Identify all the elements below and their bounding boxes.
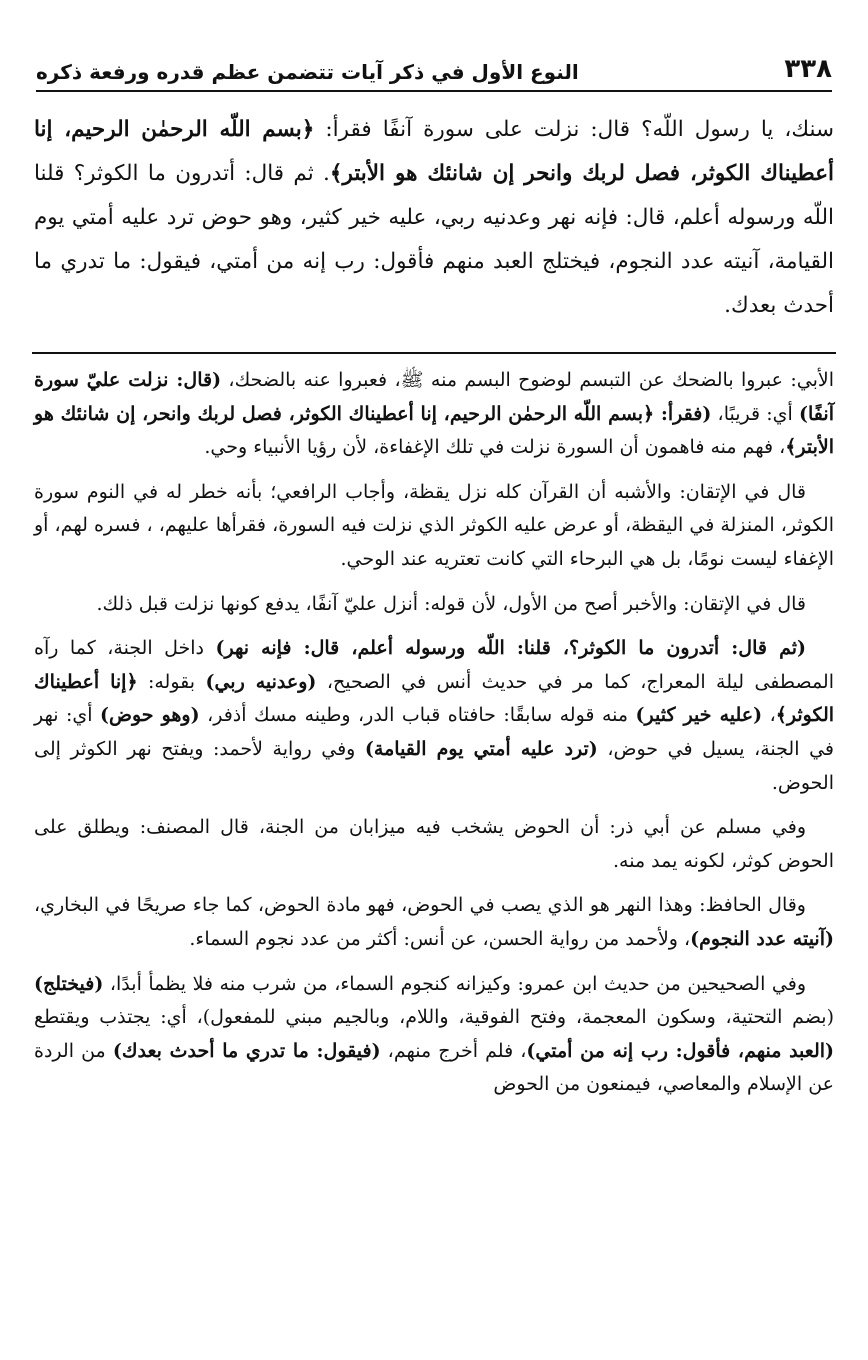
quoted-matn: (آنيته عدد النجوم) [690, 927, 834, 950]
commentary-text: ، ولأحمد من رواية الحسن، عن أنس: أكثر من عدد نجوم السماء. [189, 927, 691, 950]
commentary-text: وقال الحافظ: وهذا النهر هو الذي يصب في الحوض، فهو مادة الحوض، كما جاء صريحًا في البخاري، [34, 894, 806, 917]
quoted-matn: (فقرأ: ﴿بسم اللّه الرحمٰن الرحيم، إنا أعطيناك الكوثر، فصل لربك وانحر، إن شانئك هو الأبتر﴾ [34, 402, 834, 459]
commentary-paragraph: قال في الإتقان: والأشبه أن القرآن كله نزل يقظة، وأجاب الرافعي؛ بأنه خطر له في النوم سورة الكوثر، المنزلة في اليقظة، أو عرض عليه الكوثر الذي نزلت فيه السورة، فقرأها عليهم، ، فسره لهم، أو الإغفاء ليست نومًا، بل هي البرحاء التي كانت تعتريه عند الوحي. [34, 480, 834, 570]
footnote-divider [32, 352, 836, 354]
commentary-text: ، فهم منه فاهمون أن السورة نزلت في تلك الإغفاءة، لأن رؤيا الأنبياء وحي. [204, 436, 786, 459]
quoted-matn: (عليه خير كثير) [635, 704, 763, 727]
commentary-text: أي: قريبًا، [711, 402, 800, 425]
quoted-matn: (قال: نزلت عليّ سورة آنفًا) [34, 369, 834, 425]
main-text-segment: . ثم قال: أتدرون ما الكوثر؟ قلنا اللّه ورسوله أعلم، قال: فإنه نهر وعدنيه ربي، عليه خير كثير، وهو حوض ترد عليه أمتي يوم القيامة، آنيته عدد النجوم، فيختلج العبد منهم فأقول: رب إنه من أمتي، فيقول: ما تدري ما أحدث بعدك. [34, 161, 834, 318]
commentary-text: الأبي: عبروا بالضحك عن التبسم لوضوح البسم منه ﷺ، فعبروا عنه بالضحك، [221, 369, 834, 391]
commentary-paragraph: قال في الإتقان: والأخبر أصح من الأول، لأن قوله: أنزل عليّ آنفًا، يدفع كونها نزلت قبل ذلك. [96, 592, 806, 615]
quoted-matn: (العبد منهم، فأقول: رب إنه من أمتي) [526, 1039, 834, 1062]
commentary-text: ، [762, 704, 776, 727]
quoted-matn: (وعدنيه ربي) [205, 670, 317, 693]
commentary [34, 364, 834, 1113]
main-text-segment: سنك، يا رسول اللّه؟ قال: نزلت على سورة آنفًا فقرأ: [314, 117, 834, 142]
quran-quote: ﴿إنا أعطيناك الكوثر﴾ [34, 670, 835, 727]
commentary-paragraph: وفي مسلم عن أبي ذر: أن الحوض يشخب فيه ميزابان من الجنة، قال المصنف: ويطلق على الحوض كوثر، لكونه يمد منه. [34, 816, 834, 872]
quoted-matn: (ثم قال: أتدرون ما الكوثر؟، قلنا: اللّه ورسوله أعلم، قال: فإنه نهر) [215, 637, 806, 660]
page-header [36, 34, 832, 92]
hadith-main-text [34, 108, 834, 328]
commentary-text: ، فلم أخرج منهم، [380, 1039, 527, 1062]
quoted-matn: (ترد عليه أمتي يوم القيامة) [364, 737, 598, 760]
commentary-text: بقوله: [137, 670, 206, 693]
quoted-matn: (فيقول: ما تدري ما أحدث بعدك) [112, 1039, 381, 1062]
page-number: ٣٣٨ [784, 54, 832, 84]
commentary-paragraph [34, 968, 834, 1102]
commentary-text: داخل الجنة، كما رآه المصطفى ليلة المعراج، كما مر في حديث أنس في الصحيح، [34, 637, 835, 693]
quran-quote: ﴿بسم اللّه الرحمٰن الرحيم، إنا أعطيناك الكوثر، فصل لربك وانحر إن شانئك هو الأبتر﴾ [34, 117, 834, 186]
commentary-text: أي: نهر في الجنة، يسيل في حوض، [34, 704, 834, 760]
commentary-text: (بضم التحتية، وسكون المعجمة، وفتح الفوقية، واللام، وبالجيم مبني للمفعول)، أي: يجتذب ويقتطع [34, 1006, 834, 1029]
commentary-text: من الردة عن الإسلام والمعاصي، فيمنعون من الحوض [34, 1039, 834, 1096]
commentary-paragraph [34, 632, 834, 800]
commentary-paragraph [34, 364, 834, 465]
commentary-text: وفي رواية لأحمد: ويفتح نهر الكوثر إلى الحوض. [34, 737, 834, 794]
running-title: النوع الأول في ذكر آيات تتضمن عظم قدره ورفعة ذكره [36, 60, 579, 84]
quoted-matn: (فيختلج) [34, 972, 104, 995]
commentary-paragraph [34, 889, 834, 956]
commentary-text: وفي الصحيحين من حديث ابن عمرو: وكيزانه كنجوم السماء، من شرب منه فلا يظمأ أبدًا، [103, 972, 806, 995]
quoted-matn: (وهو حوض) [100, 704, 200, 727]
commentary-text: منه قوله سابقًا: حافتاه قباب الدر، وطينه مسك أذفر، [199, 704, 636, 727]
